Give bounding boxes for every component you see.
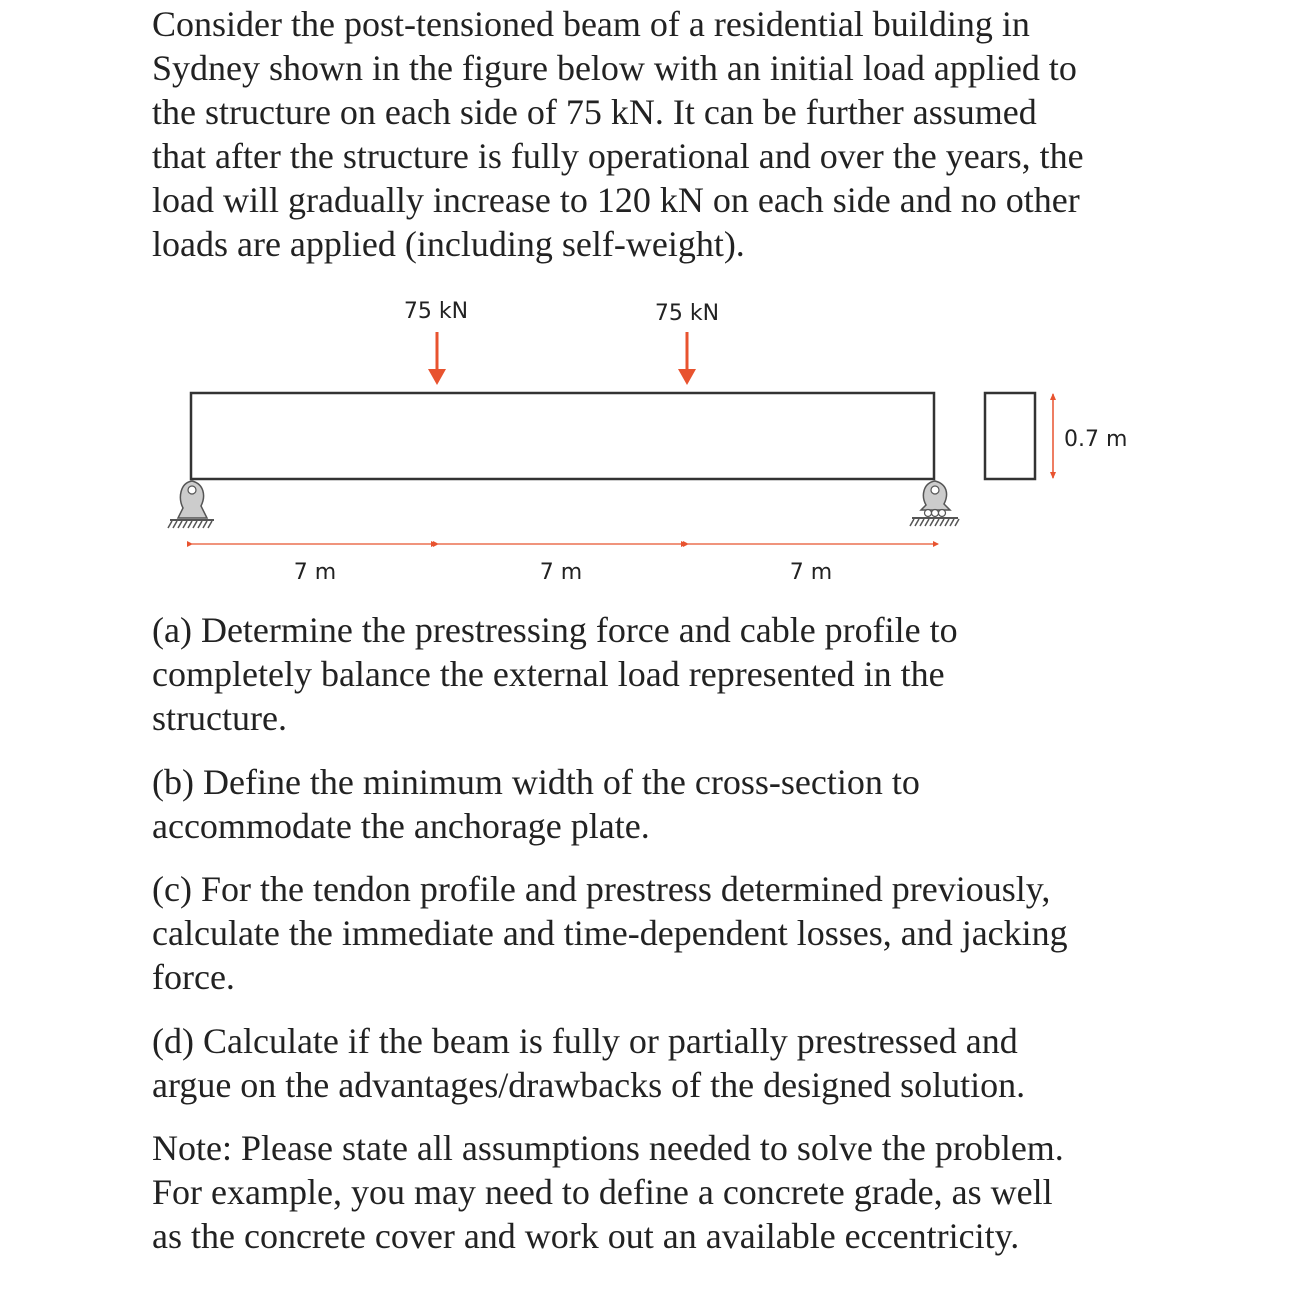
load-label-right: 75 kN — [654, 301, 720, 326]
text-line: For example, you may need to define a concrete grade, as well — [152, 1172, 1053, 1212]
load-arrow-right — [678, 332, 696, 385]
text-line: Sydney shown in the figure below with an initial load applied to — [152, 48, 1077, 88]
question-b — [152, 760, 920, 848]
text-line: load will gradually increase to 120 kN on each side and no other — [152, 180, 1080, 220]
text-line: the structure on each side of 75 kN. It can be further assumed — [152, 92, 1037, 132]
text-line: Consider the post-tensioned beam of a residential building in — [152, 4, 1030, 44]
load-arrow-left — [428, 332, 446, 385]
depth-label: 0.7 m — [1064, 427, 1128, 452]
text-line: (c) For the tendon profile and prestress determined previously, — [152, 869, 1051, 909]
text-line: loads are applied (including self-weight). — [152, 224, 745, 264]
question-d — [152, 1019, 1025, 1107]
roller-support-right — [910, 481, 959, 526]
text-line: that after the structure is fully operational and over the years, the — [152, 136, 1084, 176]
beam-body — [191, 393, 934, 479]
span-label-1: 7 m — [293, 560, 337, 585]
span-label-3: 7 m — [789, 560, 833, 585]
text-line: structure. — [152, 698, 287, 738]
pin-support-left — [168, 481, 214, 528]
text-line: Note: Please state all assumptions needed to solve the problem. — [152, 1128, 1064, 1168]
span-label-2: 7 m — [539, 560, 583, 585]
text-line: completely balance the external load represented in the — [152, 654, 945, 694]
depth-dimension — [1050, 393, 1056, 479]
text-line: argue on the advantages/drawbacks of the designed solution. — [152, 1065, 1026, 1105]
text-line: (d) Calculate if the beam is fully or partially prestressed and — [152, 1021, 1018, 1061]
question-c — [152, 867, 1068, 999]
text-line: as the concrete cover and work out an available eccentricity. — [152, 1216, 1020, 1256]
load-label-left: 75 kN — [403, 299, 469, 324]
note-paragraph — [152, 1126, 1064, 1258]
text-line: force. — [152, 957, 235, 997]
text-line: accommodate the anchorage plate. — [152, 806, 650, 846]
text-line: (b) Define the minimum width of the cross-section to — [152, 762, 920, 802]
beam-figure — [0, 280, 1290, 600]
cross-section — [985, 393, 1035, 479]
text-line: (a) Determine the prestressing force and cable profile to — [152, 610, 958, 650]
text-line: calculate the immediate and time-dependent losses, and jacking — [152, 913, 1068, 953]
question-a — [152, 608, 958, 740]
problem-statement — [152, 2, 1084, 266]
